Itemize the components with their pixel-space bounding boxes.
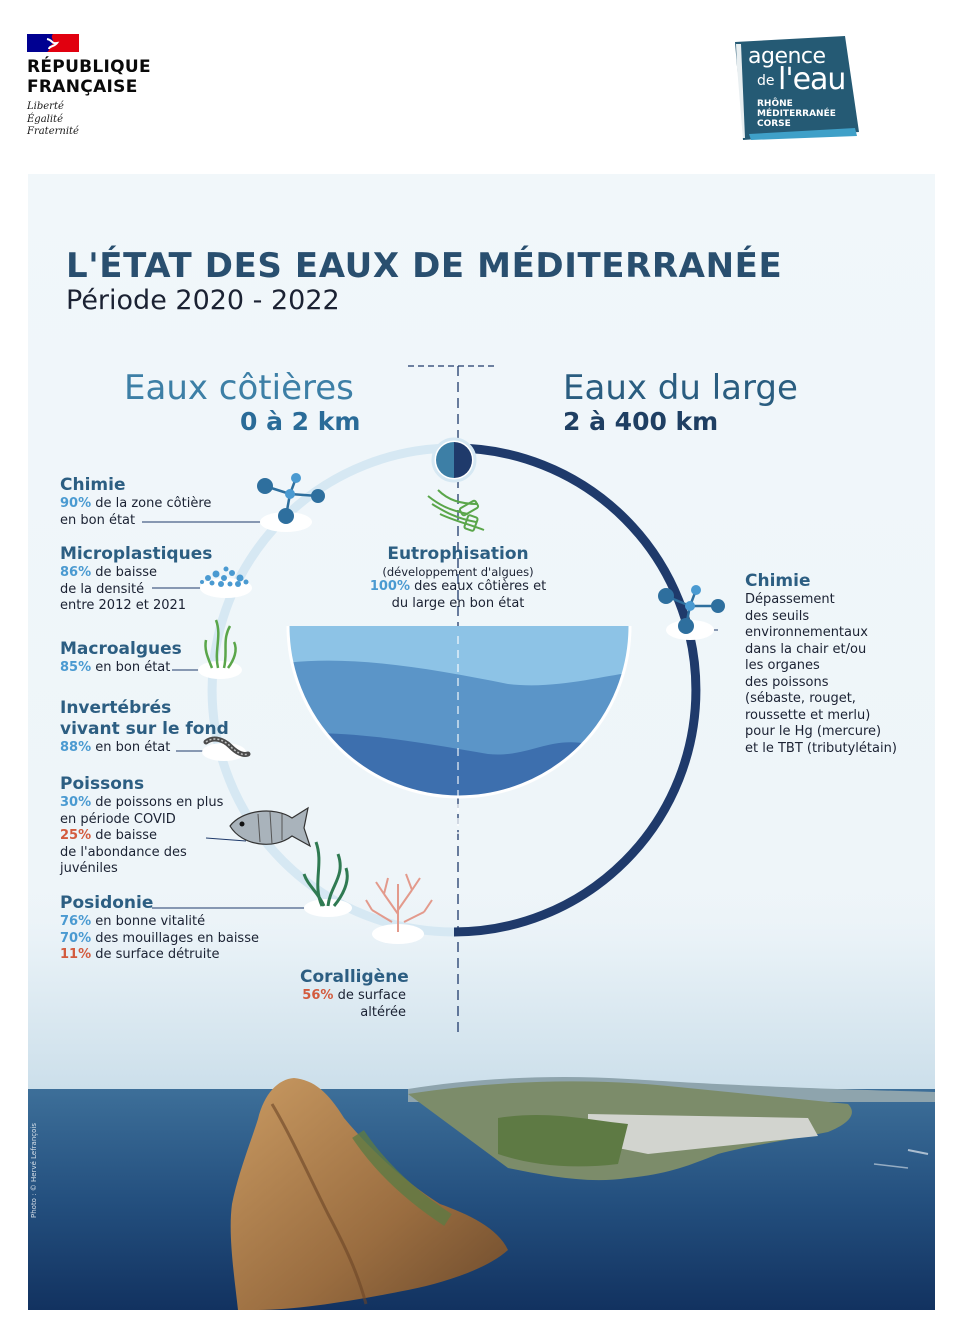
agence-logo-eau: l'eau xyxy=(778,62,846,97)
coralligene-pct: 56% xyxy=(302,988,334,1003)
posidonie-text3: de surface détruite xyxy=(95,947,220,962)
microplastiques-block xyxy=(60,544,212,615)
poissons-text2: en période COVID xyxy=(60,811,176,827)
french-flag-icon xyxy=(27,34,79,52)
chimie-large-title: Chimie xyxy=(745,571,811,591)
posidonie-pct3: 11% xyxy=(60,947,92,962)
microplastiques-text3: entre 2012 et 2021 xyxy=(60,598,187,613)
chimie-large-line: Dépassement xyxy=(745,592,835,607)
chimie-large-line: des seuils xyxy=(745,608,810,624)
coastal-range: 0 à 2 km xyxy=(240,407,361,436)
eutrophisation-text2: du large en bon état xyxy=(391,595,525,611)
offshore-range: 2 à 400 km xyxy=(563,407,719,436)
poissons-text1: de poissons en plus xyxy=(95,795,224,810)
posidonie-text2: des mouillages en baisse xyxy=(95,930,259,946)
poissons-title: Poissons xyxy=(60,774,145,794)
offshore-heading: Eaux du large xyxy=(563,368,798,408)
eutrophisation-title: Eutrophisation xyxy=(387,544,529,564)
eutrophisation-text1: des eaux côtières et xyxy=(414,579,547,594)
chimie-coast-block xyxy=(60,475,211,529)
macroalgue-plate xyxy=(198,661,242,679)
microplastiques-text1: de baisse xyxy=(95,565,158,580)
page-subtitle: Période 2020 - 2022 xyxy=(66,285,340,316)
chimie-coast-title: Chimie xyxy=(60,475,126,495)
chimie-coast-text1: de la zone côtière xyxy=(95,496,212,511)
macroalgues-text1: en bon état xyxy=(95,660,171,675)
chimie-large-line: roussette et merlu) xyxy=(745,707,871,723)
chimie-large-line: et le TBT (tributylétain) xyxy=(745,740,897,756)
invertebres-text1: en bon état xyxy=(95,740,171,755)
chimie-large-line: pour le Hg (mercure) xyxy=(745,724,882,739)
macroalgues-title: Macroalgues xyxy=(60,639,182,659)
chimie-large-line: les organes xyxy=(745,658,820,673)
poissons-text4: de l'abondance des xyxy=(60,844,187,860)
eutrophisation-paren: (développement d'algues) xyxy=(382,565,534,579)
posidonie-block xyxy=(60,893,259,964)
chimie-large-line: (sébaste, rouget, xyxy=(745,691,856,706)
agence-logo-de: de xyxy=(757,73,775,89)
coralligene-text1: de surface xyxy=(337,988,406,1003)
poissons-text3: de baisse xyxy=(95,828,158,843)
invertebres-title1: Invertébrés xyxy=(60,698,172,718)
poissons-text5: juvéniles xyxy=(60,861,118,876)
chimie-coast-pct: 90% xyxy=(60,496,92,511)
poissons-block xyxy=(60,774,223,878)
republique-motto: Liberté Égalité Fraternité xyxy=(27,101,79,137)
agence-logo-text: agence xyxy=(748,44,826,69)
microplastiques-pct: 86% xyxy=(60,565,92,580)
republique-francaise-name: RÉPUBLIQUE FRANÇAISE xyxy=(27,57,151,97)
posidonie-title: Posidonie xyxy=(60,893,154,913)
agence-logo-region: RHÔNE MÉDITERRANÉE CORSE xyxy=(757,99,836,129)
macroalgues-pct: 85% xyxy=(60,660,92,675)
chimie-large-line: des poissons xyxy=(745,674,829,690)
algae-bloom-icon xyxy=(428,490,484,531)
coralligene-title: Coralligène xyxy=(300,967,409,987)
coralligene-text2: altérée xyxy=(360,1004,406,1020)
coralligene-block xyxy=(300,967,409,1021)
macroalgues-block xyxy=(60,639,182,677)
invertebres-title2: vivant sur le fond xyxy=(60,719,229,739)
posidonie-pct1: 76% xyxy=(60,914,92,929)
coastal-heading: Eaux côtières xyxy=(124,368,354,408)
eutrophisation-block xyxy=(358,544,558,612)
poissons-pct2: 25% xyxy=(60,828,92,843)
invertebres-block xyxy=(60,698,229,757)
microplastiques-text2: de la densité xyxy=(60,581,145,597)
photo-credit: Photo : © Hervé Lefrançois xyxy=(30,1123,38,1218)
chimie-coast-text2: en bon état xyxy=(60,512,136,528)
poissons-pct1: 30% xyxy=(60,795,92,810)
eutrophisation-pct: 100% xyxy=(369,579,410,594)
invertebres-pct: 88% xyxy=(60,740,92,755)
chimie-large-line: dans la chair et/ou xyxy=(745,641,867,657)
page-title: L'ÉTAT DES EAUX DE MÉDITERRANÉE xyxy=(66,246,783,286)
chimie-large-line: environnementaux xyxy=(745,625,868,640)
microplastiques-title: Microplastiques xyxy=(60,544,213,564)
posidonie-pct2: 70% xyxy=(60,930,92,946)
chimie-large-block xyxy=(745,571,897,757)
posidonie-text1: en bonne vitalité xyxy=(95,914,206,929)
